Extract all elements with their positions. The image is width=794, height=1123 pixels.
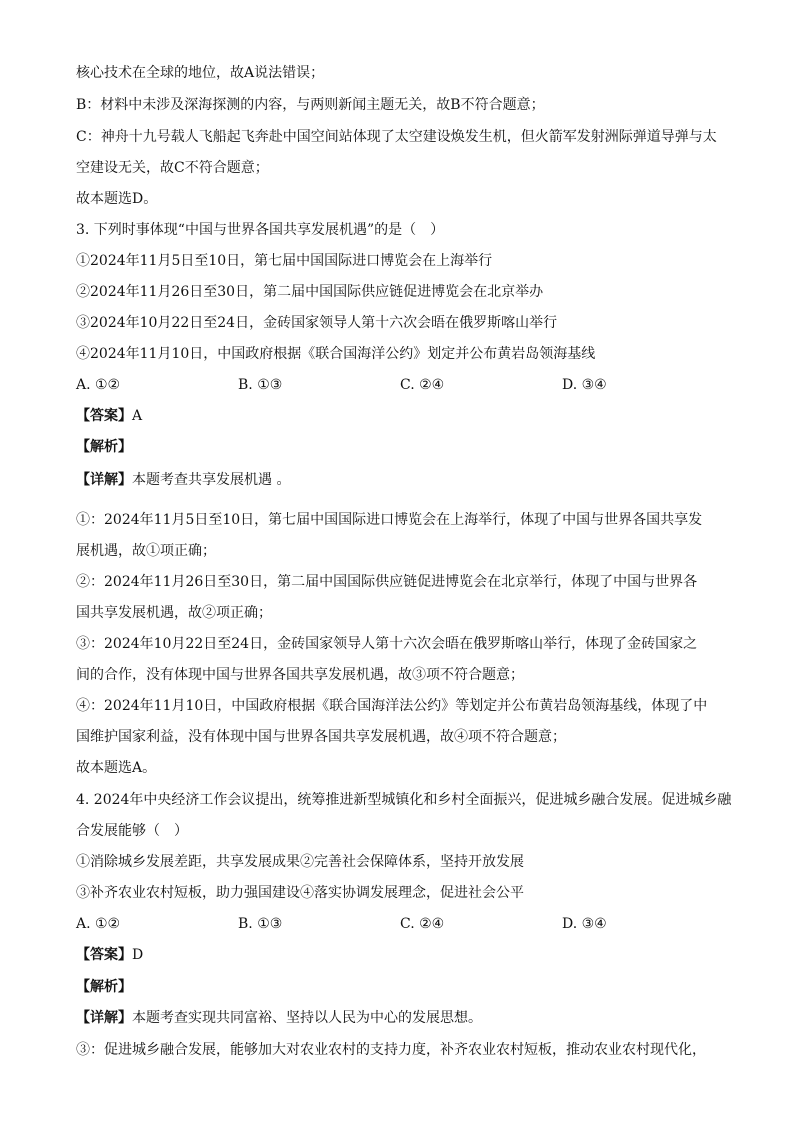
detail-text: 本题考查实现共同富裕、坚持以人民为中心的发展思想。 bbox=[132, 1010, 482, 1026]
question-4-option-c: C. ②④ bbox=[400, 916, 445, 932]
question-3-option-b: B. ①③ bbox=[238, 377, 283, 393]
question-3-stem: 3. 下列时事体现“中国与世界各国共享发展机遇”的是（ ） bbox=[76, 222, 445, 238]
question-4-detail bbox=[76, 1008, 482, 1028]
detail-tag: 【详解】 bbox=[76, 472, 132, 488]
question-4-stem-cont: 合发展能够（ ） bbox=[76, 823, 188, 839]
text-line: 国共享发展机遇，故②项正确； bbox=[76, 605, 272, 621]
question-3-option-c: C. ②④ bbox=[400, 377, 445, 393]
question-4-option-b: B. ①③ bbox=[238, 916, 283, 932]
question-4-analysis-tag: 【解析】 bbox=[76, 979, 132, 995]
question-3-analysis-tag: 【解析】 bbox=[76, 439, 132, 455]
answer-tag: 【答案】 bbox=[76, 408, 132, 424]
question-3-option-a: A. ①② bbox=[76, 377, 121, 393]
question-3-detail bbox=[76, 470, 290, 490]
question-3-item-2: ②2024年11月26日至30日，第二届中国国际供应链促进博览会在北京举办 bbox=[76, 284, 544, 300]
question-3-item-1: ①2024年11月5日至10日，第七届中国国际进口博览会在上海举行 bbox=[76, 253, 493, 269]
question-3-option-d: D. ③④ bbox=[562, 377, 607, 393]
text-line: ②：2024年11月26日至30日，第二届中国国际供应链促进博览会在北京举行，体现了中国与世界各 bbox=[76, 574, 698, 590]
text-line: C：神舟十九号载人飞船起飞奔赴中国空间站体现了太空建设焕发生机，但火箭军发射洲际弹道导弹与太 bbox=[76, 129, 717, 145]
text-line: 间的合作，没有体现中国与世界各国共享发展机遇，故③项不符合题意； bbox=[76, 667, 524, 683]
question-3-item-3: ③2024年10月22日至24日，金砖国家领导人第十六次会晤在俄罗斯喀山举行 bbox=[76, 315, 558, 331]
answer-tag: 【答案】 bbox=[76, 947, 132, 963]
question-4-answer bbox=[76, 945, 143, 965]
question-4-stem: 4. 2024年中央经济工作会议提出，统筹推进新型城镇化和乡村全面振兴，促进城乡融合发展。促进城乡融 bbox=[76, 792, 732, 808]
answer-value: A bbox=[132, 408, 143, 424]
answer-value: D bbox=[132, 947, 144, 963]
text-line: B：材料中未涉及深海探测的内容，与两则新闻主题无关，故B不符合题意； bbox=[76, 97, 545, 113]
text-line: ③：2024年10月22日至24日，金砖国家领导人第十六次会晤在俄罗斯喀山举行，体现了金砖国家之 bbox=[76, 636, 698, 652]
text-line: 故本题选D。 bbox=[76, 191, 158, 207]
question-4-option-d: D. ③④ bbox=[562, 916, 607, 932]
question-4-items-2: ③补齐农业农村短板，助力强国建设④落实协调发展理念，促进社会公平 bbox=[76, 885, 524, 901]
text-line: 展机遇，故①项正确； bbox=[76, 543, 216, 559]
detail-text: 本题考查共享发展机遇 。 bbox=[132, 472, 291, 488]
text-line: ①：2024年11月5日至10日，第七届中国国际进口博览会在上海举行，体现了中国与世界各国共享发 bbox=[76, 512, 703, 528]
question-4-option-a: A. ①② bbox=[76, 916, 121, 932]
question-3-item-4: ④2024年11月10日，中国政府根据《联合国海洋公约》划定并公布黄岩岛领海基线 bbox=[76, 346, 596, 362]
detail-tag: 【详解】 bbox=[76, 1010, 132, 1026]
question-4-items-1: ①消除城乡发展差距，共享发展成果②完善社会保障体系，坚持开放发展 bbox=[76, 854, 524, 870]
text-line: 核心技术在全球的地位，故A说法错误； bbox=[76, 65, 325, 81]
text-line: 国维护国家利益，没有体现中国与世界各国共享发展机遇，故④项不符合题意； bbox=[76, 729, 566, 745]
text-line: ④：2024年11月10日，中国政府根据《联合国海洋法公约》等划定并公布黄岩岛领海基线，体现了中 bbox=[76, 698, 708, 714]
question-3-answer bbox=[76, 406, 142, 426]
text-line: ③：促进城乡融合发展，能够加大对农业农村的支持力度，补齐农业农村短板，推动农业农村现代化， bbox=[76, 1042, 706, 1058]
text-line: 空建设无关，故C不符合题意； bbox=[76, 160, 269, 176]
text-line: 故本题选A。 bbox=[76, 760, 157, 776]
